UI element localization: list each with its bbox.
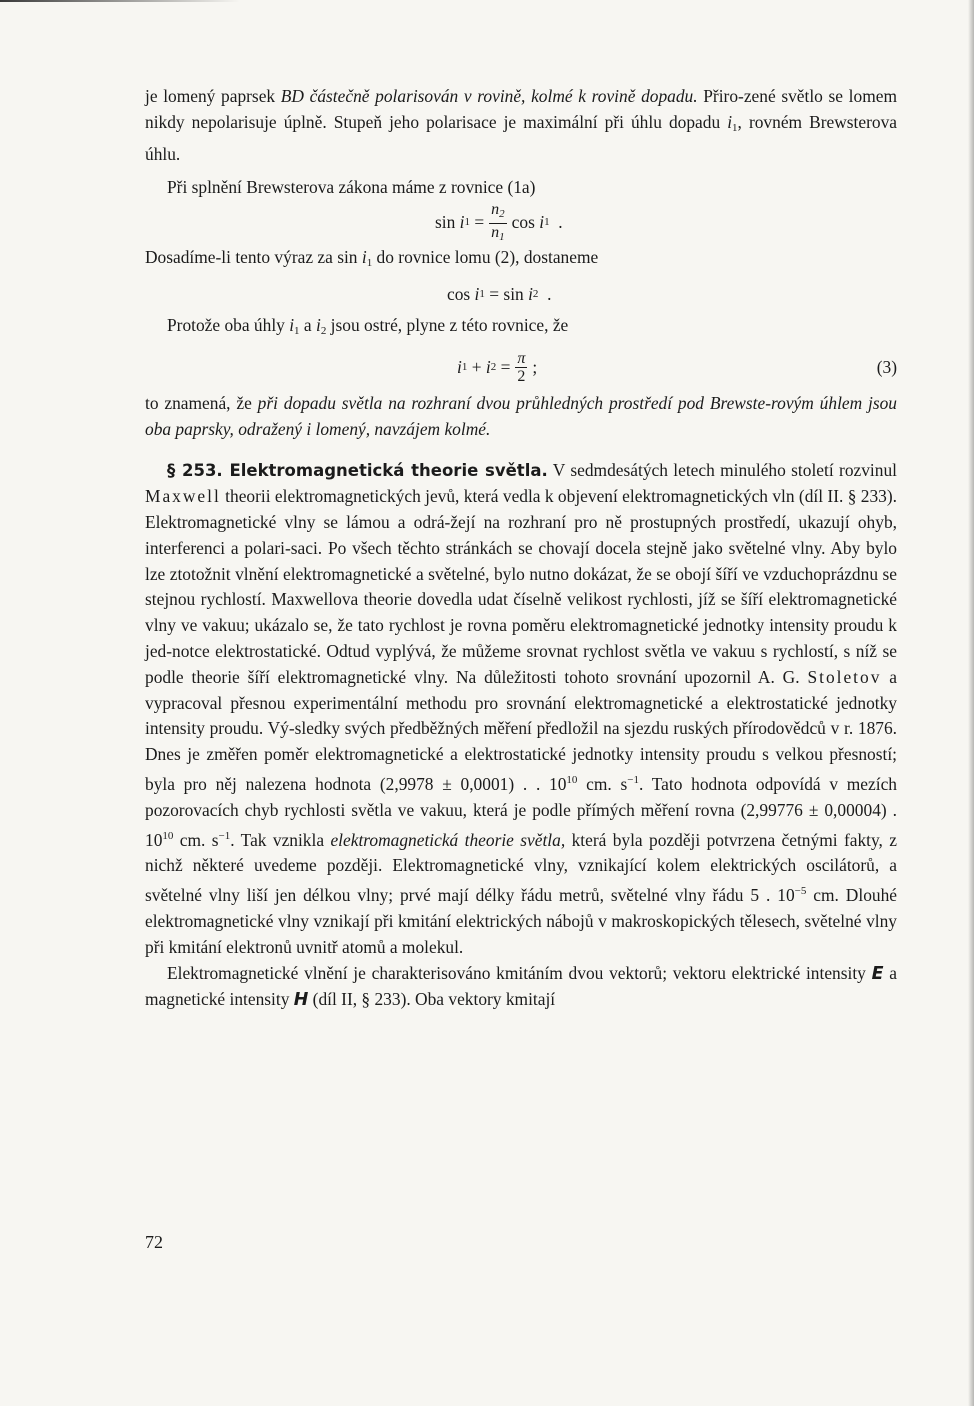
text-run: . Tak vznikla [230,829,331,850]
paragraph-vectors [145,961,897,1015]
text-run: Protože oba úhly [167,314,290,335]
subscript: 2 [490,360,497,373]
paragraph-perpendicular [145,391,897,443]
paragraph-brewster-law [145,175,897,201]
text-run: cm. s [173,829,219,850]
emphasis-run: při dopadu světla na rozhraní dvou průhledných prostředí pod Brewste-rovým úhlem jsou oba paprsky, odražený i lomený, navzájem kolmé. [145,392,898,439]
text-run: (díl II, § 233). Oba vektory kmitají [308,989,556,1010]
emphasis-run: elektromagnetická theorie světla, [330,829,566,850]
text-run: cm. Dlouhé elektromagnetické vlny vznikají při kmitání elektrických nábojů v makroskopických tělesech, světelné vlny při kmitání elektronů uvnitř atomů a molekul. [145,885,897,957]
eq-func: cos [447,284,471,305]
text-run: cm. s [577,773,628,794]
variable: i [485,356,491,377]
eq-operator: = [500,356,511,377]
variable: i [315,314,321,335]
paragraph-substitute [145,245,897,277]
subscript: 1 [544,216,550,229]
equation-1 [145,201,897,245]
person-name: Maxwell [145,486,221,507]
equation-2 [145,277,897,313]
text-run: . Tato hodnota odpovídá v mezích pozorovacích chyb rychlosti světla ve vakuu, která je podle přímých měření rovna (2,99776 ± 0,00004) . 10 [145,773,897,850]
eq-punct: . [547,284,552,305]
subscript: 2 [532,288,539,301]
scan-artifact-edge [968,0,974,1406]
superscript: −1 [627,773,639,786]
vector-symbol: H [293,990,309,1011]
denominator: 2 [517,368,526,386]
eq-func: sin [503,284,524,305]
text-run: to znamená, že [145,392,258,413]
variable: i [457,356,462,377]
subscript: 1 [479,288,485,301]
denominator: n [491,223,500,241]
variable: i [528,284,533,305]
vector-symbol: E [871,963,884,984]
subscript: 1 [464,216,470,229]
text-run: je lomený paprsek [145,86,281,106]
text-run: do rovnice lomu (2), dostaneme [372,247,599,268]
superscript: 10 [162,829,174,842]
subscript: 2 [320,324,327,337]
superscript: 10 [566,773,578,786]
text-run: Při splnění Brewsterova zákona máme z rovnice (1a) [167,177,536,198]
paragraph-acute-angles [145,313,897,345]
text-run: a magnetické intensity [145,962,897,1010]
variable: i [727,111,733,132]
variable: i [459,212,465,233]
numerator: π [517,350,526,368]
eq-operator: + [471,356,482,377]
subscript: 2 [499,207,505,220]
text-run: která byla později potvrzena četnými fakty, z nichž některé uvedeme později. Elektromagnetické vlny, vznikající kolem elektrických oscilátorů, a světelné vlny liší jen délkou vlny; prvé mají délky řádu metrů, světelné vlny řádu 5 . 10 [145,829,897,906]
scan-artifact-top [0,0,240,2]
text-run: jsou ostré, plyne z této rovnice, že [326,314,569,335]
fraction [489,201,507,246]
superscript: −5 [794,885,807,898]
text-run: , rovném Brewsterova úhlu. [145,111,897,164]
variable: i [474,284,480,305]
text-run: V sedmdesátých letech minulého století rozvinul [547,460,897,481]
page-number: 72 [145,1232,163,1252]
emphasis-run: BD částečně polarisován v rovině, kolmé k rovině dopadu. [280,86,698,106]
variable: i [539,212,545,233]
person-name: Stoletov [807,666,882,687]
eq-punct: ; [532,356,538,377]
subscript: 1 [499,230,505,243]
superscript: −1 [218,829,231,842]
equation-number: (3) [876,356,897,377]
variable: i [289,314,295,335]
text-run: Přiro-zené světlo se lomem nikdy nepolarisuje úplně. Stupeň jeho polarisace je maximální při úhlu dopadu [145,86,897,132]
variable: i [361,247,367,268]
page-content [145,84,897,1014]
numerator: n [491,200,500,218]
equation-3 [145,345,897,391]
subscript: 1 [461,360,468,373]
text-run: Dosadíme-li tento výraz za sin [145,247,362,268]
text-run: a vypracoval přesnou experimentální methodu pro srovnání elektromagnetické a elektrostatické jednotky intensity proudu. Vý-sledky svých předběžných měření předložil na sjezdu ruských přírodovědců v r. 1876. Dnes je změřen poměr elektromagnetické a elektrostatické jednotky intensity proudu s velkou přesností; byla pro něj nalezena hodnota (2,9978 ± 0,0001) . . 10 [145,666,897,794]
subscript: 1 [366,257,373,270]
text-run: Elektromagnetické vlnění je charakterisováno kmitáním dvou vektorů; vektoru elektrické intensity [167,962,872,983]
section-heading: § 253. Elektromagnetická theorie světla. [167,461,548,481]
eq-func: sin [435,212,456,233]
subscript: 1 [732,121,738,134]
eq-operator: = [489,284,500,305]
fraction [515,350,527,385]
text-run: a [299,314,316,335]
text-run: theorii elektromagnetických jevů, která vedla k objevení elektromagnetických vln (díl II. § 233). Elektromagnetické vlny se lámou a odrá-žejí na rozhraní pro ně prostupných prostředí, ukazují ohyb, interferenci a polari-saci. Po všech těchto stránkách se chovají docela stejně jako světelné vlny. Aby bylo lze ztotožnit vlnění elektromagnetické a světelné, bylo nutno dokázat, že se obojí šíří ve vzduchoprázdnu se stejnou rychlostí. Maxwellova theorie dovedla udat číselně velikost rychlosti, jíž se šíří elektromagnetické vlny ve vakuu; ukázalo se, že tato rychlost je rovna poměru elektromagnetické jednotky intensity proudu k jed-notce elektrostatické. Odtud vyplývá, že můžeme srovnat rychlost světla ve vakuu s rychlostí, s níž se podle theorie šíří elektromagnetické vlny. Na důležitosti tohoto srovnání upozornil A. G. [145,486,897,687]
section-253 [145,458,897,960]
eq-operator: = [474,212,485,233]
subscript: 1 [294,324,300,337]
paragraph-polarisation [145,84,897,167]
eq-func: cos [511,212,535,233]
eq-punct: . [558,212,563,233]
